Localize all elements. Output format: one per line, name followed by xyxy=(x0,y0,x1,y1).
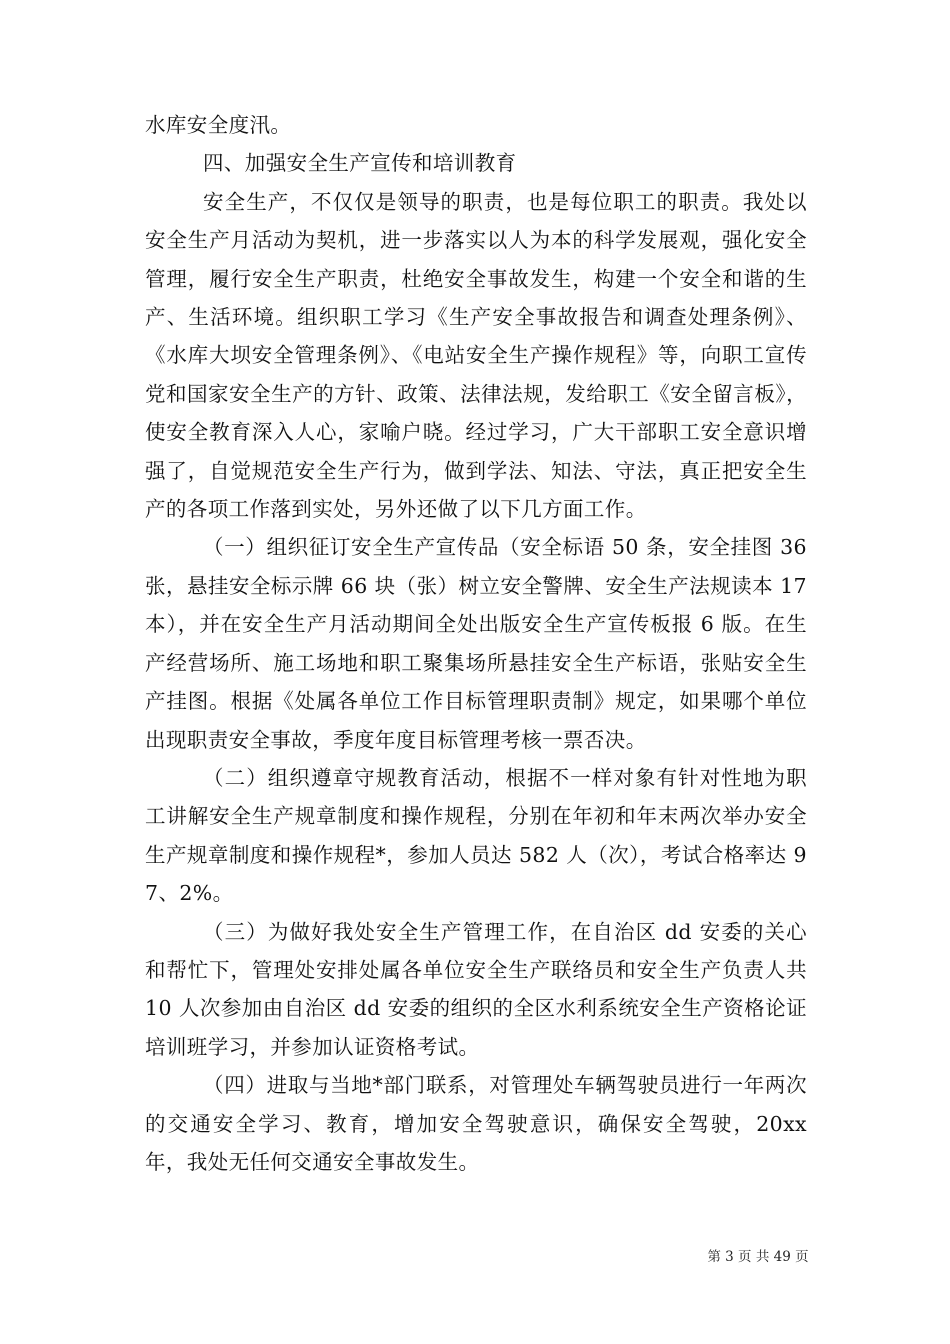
page-number: 第 3 页 共 49 页 xyxy=(707,1249,809,1265)
paragraph-intro: 安全生产，不仅仅是领导的职责，也是每位职工的职责。我处以安全生产月活动为契机，进一步落实以人为本的科学发展观，强化安全管理，履行安全生产职责，杜绝安全事故发生，构建一个安全和谐的生产、生活环境。组织职工学习《生产安全事故报告和调查处理条例》、《水库大坝安全管理条例》、《电站安全生产操作规程》等，向职工宣传党和国家安全生产的方针、政策、法律法规，发给职工《安全留言板》，使安全教育深入人心，家喻户晓。经过学习，广大干部职工安全意识增强了，自觉规范安全生产行为，做到学法、知法、守法，真正把安全生产的各项工作落到实处，另外还做了以下几方面工作。 xyxy=(145,189,807,522)
paragraph-item-3: （三）为做好我处安全生产管理工作，在自治区 dd 安委的关心和帮忙下，管理处安排处属各单位安全生产联络员和安全生产负责人共 10 人次参加由自治区 dd 安委的组织的全区水利系统安全生产资格论证培训班学习，并参加认证资格考试。 xyxy=(145,919,807,1059)
paragraph-item-1: （一）组织征订安全生产宣传品（安全标语 50 条，安全挂图 36 张，悬挂安全标示牌 66 块（张）树立安全警牌、安全生产法规读本 17 本），并在安全生产月活动期间全处出版安全生产宣传板报 6 版。在生产经营场所、施工场地和职工聚集场所悬挂安全生产标语，张贴安全生产挂图。根据《处属各单位工作目标管理职责制》规定，如果哪个单位出现职责安全事故，季度年度目标管理考核一票否决。 xyxy=(145,535,807,752)
page-footer xyxy=(0,1245,950,1265)
document-body xyxy=(145,106,807,1181)
paragraph-item-2: （二）组织遵章守规教育活动，根据不一样对象有针对性地为职工讲解安全生产规章制度和操作规程，分别在年初和年末两次举办安全生产规章制度和操作规程*，参加人员达 582 人（次），考试合格率达 97、2%。 xyxy=(145,765,807,906)
paragraph-item-4: （四）进取与当地*部门联系，对管理处车辆驾驶员进行一年两次的交通安全学习、教育，增加安全驾驶意识，确保安全驾驶，20xx 年，我处无任何交通安全事故发生。 xyxy=(145,1073,807,1174)
paragraph-continuation: 水库安全度汛。 xyxy=(145,113,292,137)
section-heading: 四、加强安全生产宣传和培训教育 xyxy=(203,151,517,176)
